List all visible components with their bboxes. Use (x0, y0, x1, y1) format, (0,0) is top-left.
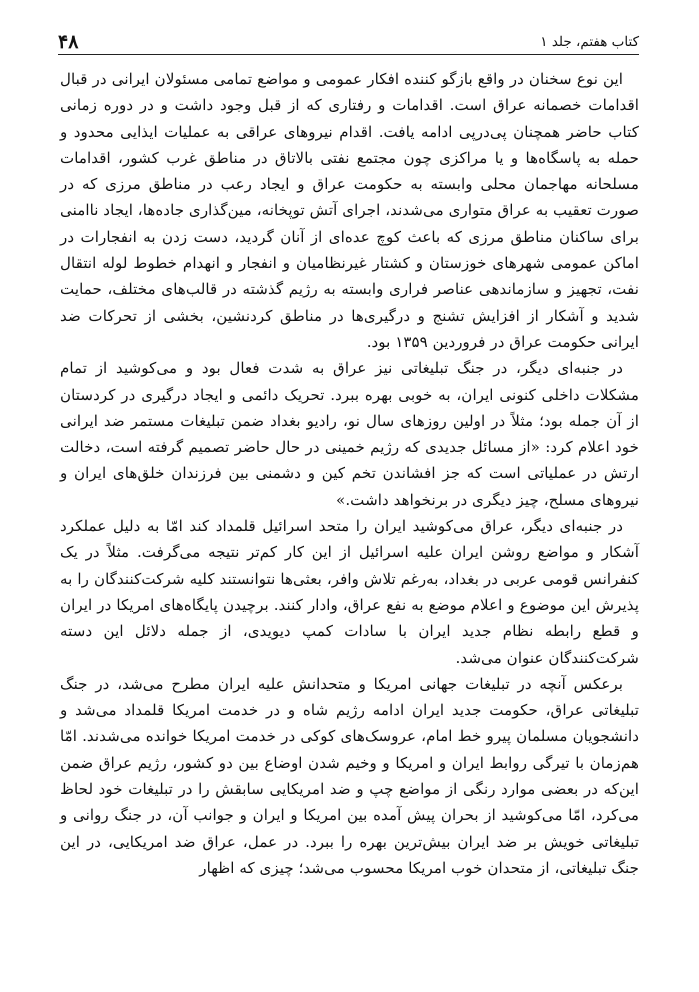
book-title: کتاب هفتم، جلد ۱ (540, 34, 639, 50)
paragraph: این نوع سخنان در واقع بازگو کننده افکار عمومی و مواضع تمامی مسئولان ایرانی در قبال اقدامات خصمانه عراق است. اقدامات و رفتاری که از قبل وجود داشت و در دوره زمانی کتاب حاضر همچنان پی‌درپی ادامه یافت. اقدام نیروهای عراقی به عملیات ایذایی محدود و حمله به پاسگاه‌ها و یا مراکزی چون مجتمع نفتی بالاتاق در مناطق غرب کشور، اقدامات مسلحانه مهاجمان محلی وابسته به حکومت عراق و ایجاد رعب در مناطق مرزی که در صورت تعقیب به عراق متواری می‌شدند، اجرای آتش توپخانه، مین‌گذاری جاده‌ها، ایجاد ناامنی برای ساکنان مناطق مرزی که باعث کوچ عده‌ای از آنان گردید، دست زدن به انفجارات در اماکن عمومی شهرهای خوزستان و کشتار غیرنظامیان و انفجار و انهدام خطوط لوله انتقال نفت، تجهیز و سازماندهی عناصر فراری وابسته به رژیم گذشته در قالب‌های مختلف، حمایت شدید و آشکار از افزایش تشنج و درگیری‌ها در مناطق کردنشین، بخشی از تحرکات ضد ایرانی حکومت عراق در فروردین ۱۳۵۹ بود. (60, 70, 639, 351)
body-text (60, 66, 639, 881)
running-header (58, 24, 639, 55)
paragraph: در جنبه‌ای دیگر، در جنگ تبلیغاتی نیز عراق به شدت فعال بود و می‌کوشید از تمام مشکلات داخلی کنونی ایران، به خوبی بهره ببرد. تحریک دائمی و ایجاد درگیری در کردستان از آن جمله بود؛ مثلاً در اولین روزهای سال نو، رادیو بغداد ضمن تبلیغات مستمر ضد ایرانی خود اعلام کرد: «از مسائل جدیدی که رژیم خمینی در حال حاضر تصمیم گرفته است، دخالت ارتش در عملیاتی است که جز افشاندن تخم کین و دشمنی بین فرزندان خلق‌های ایران و نیروهای مسلح، چیز دیگری در برنخواهد داشت.» (60, 359, 639, 509)
paragraph: برعکس آنچه در تبلیغات جهانی امریکا و متحدانش علیه ایران مطرح می‌شد، در جنگ تبلیغاتی عراق، حکومت جدید ایران ادامه رژیم شاه و در خدمت امریکا قلمداد می‌شد و دانشجویان مسلمان پیرو خط امام، عروسک‌های کوکی در خدمت امریکا خوانده می‌شدند. امّا هم‌زمان با تیرگی روابط ایران و امریکا و وخیم شدن اوضاع بین دو کشور، رژیم عراق ضمن این‌که در بعضی موارد رنگی از مواضع چپ و ضد امریکایی سابقش را در تبلیغات خود لحاظ می‌کرد، امّا می‌کوشید از بحران پیش آمده بین امریکا و ایران و جوانب آن، در جنگ روانی و تبلیغاتی خویش بر ضد ایران بیش‌ترین بهره را ببرد. در عمل، عراق ضد امریکایی، در این جنگ تبلیغاتی، از متحدان خوب امریکا محسوب می‌شد؛ چیزی که اظهار (60, 674, 639, 877)
paragraph: در جنبه‌ای دیگر، عراق می‌کوشید ایران را متحد اسرائیل قلمداد کند امّا به دلیل عملکرد آشکار و مواضع روشن ایران علیه اسرائیل از این کار کم‌تر نتیجه می‌گرفت. مثلاً در یک کنفرانس قومی عربی در بغداد، به‌رغم تلاش وافر، بعثی‌ها نتوانستند کلیه شرکت‌کنندگان را به پذیرش این موضوع و اعلام موضع به نفع عراق، وادار کنند. برچیدن پایگاه‌های امریکا در ایران و قطع رابطه نظام جدید ایران با سادات کمپ دیویدی، از جمله دلائل این دسته شرکت‌کنندگان عنوان می‌شد. (60, 517, 639, 667)
page-number: ۴۸ (58, 31, 79, 53)
